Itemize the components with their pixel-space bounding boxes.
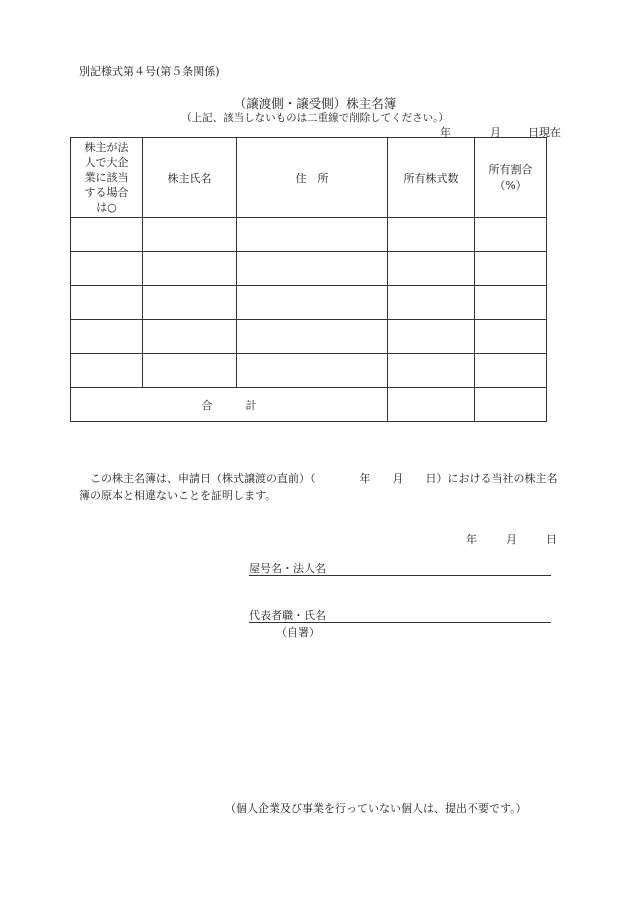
header-shares: 所有株式数	[388, 138, 475, 218]
cell-corporate[interactable]	[71, 252, 143, 286]
cell-ratio[interactable]	[475, 354, 547, 388]
cell-ratio[interactable]	[475, 252, 547, 286]
cell-corporate[interactable]	[71, 286, 143, 320]
as-of-day: 日現在	[528, 126, 561, 139]
footnote: （個人企業及び事業を行っていない個人は、提出不要です。）	[225, 802, 527, 815]
cell-address[interactable]	[237, 354, 388, 388]
cell-name[interactable]	[143, 218, 237, 252]
cell-address[interactable]	[237, 320, 388, 354]
form-number: 別記様式第４号(第５条関係)	[79, 65, 220, 78]
page-title: （譲渡側・譲受側）株主名簿	[233, 96, 397, 111]
cell-shares[interactable]	[388, 218, 475, 252]
header-corporate-line: は○	[96, 201, 117, 214]
header-ratio	[475, 138, 547, 218]
header-corporate	[71, 138, 143, 218]
header-corporate-line: 人で大企	[84, 156, 129, 169]
total-label: 合 計	[71, 388, 388, 422]
representative-label: 代表者職・氏名	[249, 609, 326, 622]
total-shares[interactable]	[388, 388, 475, 422]
company-name-line[interactable]	[249, 575, 551, 576]
cell-name[interactable]	[143, 354, 237, 388]
self-sign-note: （自署）	[276, 626, 320, 639]
cell-address[interactable]	[237, 252, 388, 286]
total-row	[71, 388, 547, 422]
table-row	[71, 286, 547, 320]
cert-day: 日	[546, 533, 557, 546]
cell-corporate[interactable]	[71, 218, 143, 252]
cell-ratio[interactable]	[475, 218, 547, 252]
cell-corporate[interactable]	[71, 354, 143, 388]
header-ratio-line1: 所有割合	[488, 162, 533, 176]
total-ratio[interactable]	[475, 388, 547, 422]
cell-shares[interactable]	[388, 320, 475, 354]
table-row	[71, 320, 547, 354]
header-address: 住 所	[237, 138, 388, 218]
cell-ratio[interactable]	[475, 286, 547, 320]
as-of-month: 月	[490, 126, 501, 139]
cell-address[interactable]	[237, 218, 388, 252]
cell-shares[interactable]	[388, 354, 475, 388]
header-corporate-line: する場合	[84, 186, 129, 199]
table-header-row	[71, 138, 547, 218]
cell-shares[interactable]	[388, 286, 475, 320]
table-row	[71, 354, 547, 388]
shareholder-table	[70, 137, 547, 422]
cert-year: 年	[466, 533, 477, 546]
cell-name[interactable]	[143, 320, 237, 354]
header-ratio-line2: （%）	[494, 178, 527, 192]
table-row	[71, 252, 547, 286]
certification-statement: この株主名簿は、申請日（株式譲渡の直前）（ 年 月 日）における当社の株主名簿の原本と相違ないことを証明します。	[79, 472, 558, 502]
cert-month: 月	[506, 533, 517, 546]
header-name: 株主氏名	[143, 138, 237, 218]
table-row	[71, 218, 547, 252]
as-of-year: 年	[440, 126, 451, 139]
representative-line[interactable]	[249, 622, 551, 623]
page-subtitle: （上記、該当しないものは二重線で削除してください。）	[181, 112, 449, 124]
company-name-label: 屋号名・法人名	[249, 562, 326, 575]
cell-name[interactable]	[143, 252, 237, 286]
cell-ratio[interactable]	[475, 320, 547, 354]
cell-name[interactable]	[143, 286, 237, 320]
cell-shares[interactable]	[388, 252, 475, 286]
header-corporate-line: 業に該当	[84, 171, 129, 184]
cell-address[interactable]	[237, 286, 388, 320]
certification-date	[466, 531, 557, 547]
header-corporate-line: 株主が法	[84, 141, 129, 154]
cell-corporate[interactable]	[71, 320, 143, 354]
